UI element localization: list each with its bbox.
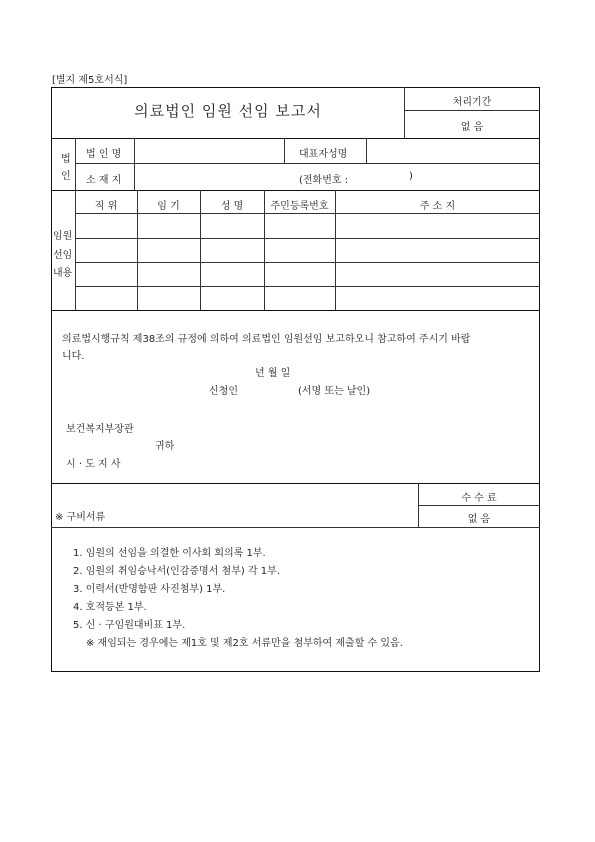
form-title: 의료법인 임원 선임 보고서 bbox=[134, 102, 322, 120]
fee-label: 수 수 료 bbox=[461, 493, 497, 504]
phone-label: (전화번호 : bbox=[299, 175, 349, 186]
processing-period-label: 처리기간 bbox=[452, 97, 492, 108]
applicant-label: 신청인 bbox=[209, 386, 238, 397]
signature-label: (서명 또는 날인) bbox=[298, 386, 371, 397]
column-header-address: 주 소 지 bbox=[419, 201, 456, 212]
honorific-label: 귀하 bbox=[155, 441, 175, 452]
form-number-label: [별지 제5호서식] bbox=[52, 75, 128, 86]
date-line: 년 월 일 bbox=[255, 368, 291, 379]
representative-name-label: 대표자성명 bbox=[299, 149, 348, 160]
officer-row[interactable] bbox=[76, 263, 540, 285]
corp-address-field[interactable] bbox=[135, 165, 283, 188]
corp-side-label: 법 bbox=[61, 154, 71, 165]
document-item: 4. 호적등본 1부. bbox=[73, 602, 147, 613]
signature-field[interactable] bbox=[240, 379, 295, 395]
officers-side-label: 선임 bbox=[53, 250, 73, 261]
officer-row[interactable] bbox=[76, 239, 540, 261]
phone-field[interactable] bbox=[366, 165, 406, 188]
statement-text: 니다. bbox=[62, 351, 85, 362]
required-documents-label: ※ 구비서류 bbox=[55, 512, 106, 523]
recipient-governor: 시 · 도 지 사 bbox=[66, 459, 121, 470]
resubmission-note: ※ 재임되는 경우에는 제1호 및 제2호 서류만을 첨부하여 제출할 수 있음. bbox=[86, 638, 403, 649]
corp-name-field[interactable] bbox=[135, 140, 283, 161]
column-header-resident-number: 주민등록번호 bbox=[270, 201, 329, 212]
recipient-minister: 보건복지부장관 bbox=[66, 424, 134, 435]
officer-row[interactable] bbox=[76, 214, 540, 237]
corp-side-label: 인 bbox=[61, 171, 71, 182]
representative-name-field[interactable] bbox=[367, 140, 539, 161]
document-item: 5. 신 · 구임원대비표 1부. bbox=[73, 620, 186, 631]
document-item: 1. 임원의 선임을 의결한 이사회 회의록 1부. bbox=[73, 548, 266, 559]
column-header-name: 성 명 bbox=[220, 201, 244, 212]
corp-name-label: 법 인 명 bbox=[86, 149, 122, 160]
document-item: 2. 임원의 취임승낙서(인감증명서 첨부) 각 1부. bbox=[73, 566, 280, 577]
processing-period-value: 없 음 bbox=[460, 122, 484, 133]
officers-side-label: 임원 bbox=[53, 231, 73, 242]
officer-row[interactable] bbox=[76, 287, 540, 309]
fee-value: 없 음 bbox=[467, 514, 491, 525]
column-header-term: 임 기 bbox=[157, 201, 180, 212]
corp-address-label: 소 재 지 bbox=[86, 175, 122, 186]
phone-close-paren: ) bbox=[409, 171, 413, 182]
statement-text: 의료법시행규칙 제38조의 규정에 의하여 의료법인 임원선임 보고하오니 참고하여 주시기 바랍 bbox=[62, 334, 471, 345]
column-header-position: 직 위 bbox=[94, 201, 118, 212]
document-item: 3. 이력서(반명함판 사진첨부) 1부. bbox=[73, 584, 226, 595]
officers-side-label: 내용 bbox=[53, 268, 73, 279]
